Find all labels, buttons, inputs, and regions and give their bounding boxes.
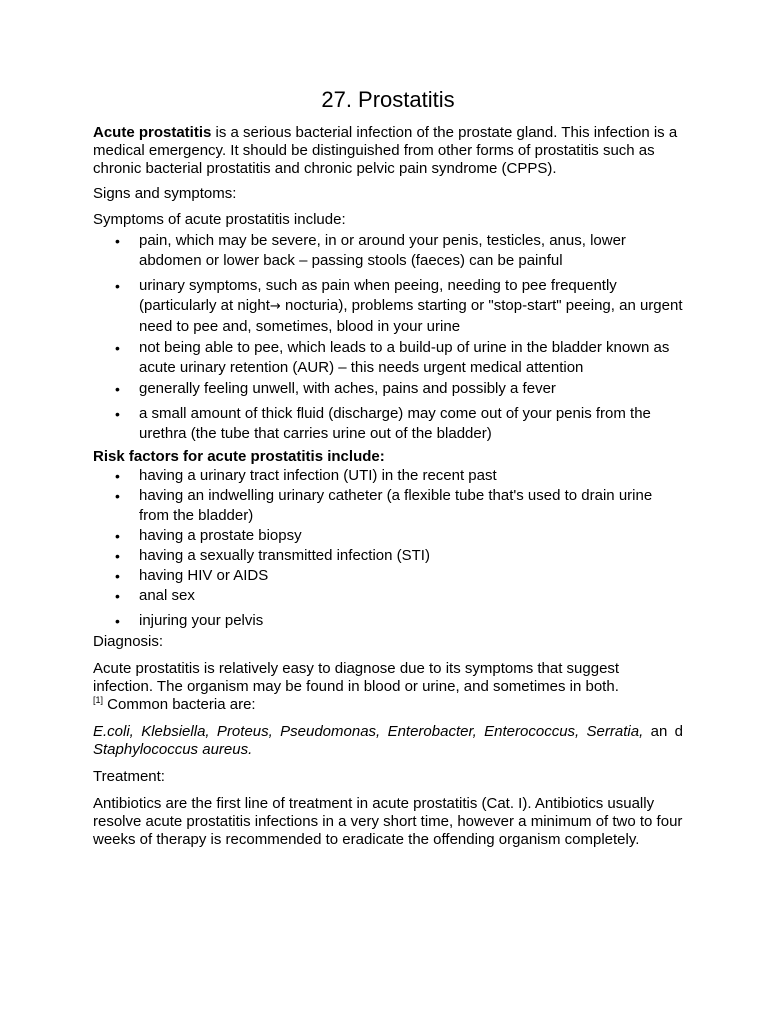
- bacteria-list: E.coli, Klebsiella, Proteus, Pseudomonas, Enterobacter, Enterococcus, Serratia,: [93, 723, 644, 740]
- list-item: [93, 486, 683, 526]
- list-item-text: pain, which may be severe, in or around your penis, testicles, anus, lower abdomen or lower back – passing stools (faeces) can be painful: [139, 232, 626, 269]
- bullet-icon: •: [115, 406, 120, 422]
- bullet-icon: •: [115, 613, 120, 629]
- list-item-text: urinary symptoms, such as pain when peeing, needing to pee frequently (particularly at night: [139, 277, 617, 314]
- list-item-text: having a sexually transmitted infection (STI): [139, 547, 430, 564]
- list-item: [93, 566, 683, 586]
- list-item: [93, 404, 683, 444]
- bacteria-paragraph: [93, 723, 683, 759]
- list-item: [93, 586, 683, 606]
- diagnosis-paragraph: [93, 660, 683, 714]
- intro-paragraph: [93, 124, 683, 178]
- list-item: [93, 526, 683, 546]
- symptoms-list: [93, 231, 683, 444]
- risk-factors-list: [93, 466, 683, 631]
- treatment-heading: Treatment:: [93, 768, 165, 785]
- list-item-text: having an indwelling urinary catheter (a flexible tube that's used to drain urine from the bladder): [139, 487, 653, 524]
- list-item: [93, 546, 683, 566]
- list-item: [93, 379, 683, 399]
- bullet-icon: •: [115, 340, 120, 356]
- bullet-icon: •: [115, 233, 120, 249]
- bullet-icon: •: [115, 278, 120, 294]
- bullet-icon: •: [115, 488, 120, 504]
- list-item: [93, 466, 683, 486]
- list-item-text: having HIV or AIDS: [139, 567, 269, 584]
- bullet-icon: •: [115, 468, 120, 484]
- list-item: [93, 276, 683, 337]
- bullet-icon: •: [115, 568, 120, 584]
- diagnosis-text: Acute prostatitis is relatively easy to diagnose due to its symptoms that suggest infection. The organism may be found in blood or urine, and sometimes in both.: [93, 660, 620, 695]
- citation-link[interactable]: [1]: [93, 695, 104, 705]
- risk-heading-text: Risk factors for acute prostatitis include:: [93, 448, 385, 465]
- list-item: [93, 611, 683, 631]
- bullet-icon: •: [115, 548, 120, 564]
- list-item-text: injuring your pelvis: [139, 612, 264, 629]
- list-item-text: not being able to pee, which leads to a build-up of urine in the bladder known as acute urinary retention (AUR) – this needs urgent medical attention: [139, 339, 670, 376]
- bullet-icon: •: [115, 588, 120, 604]
- list-item-text: a small amount of thick fluid (discharge) may come out of your penis from the urethra (the tube that carries urine out of the bladder): [139, 405, 651, 442]
- bacteria-joiner: an d: [643, 723, 683, 740]
- bacteria-last: Staphylococcus aureus.: [93, 741, 253, 758]
- page-title: 27. Prostatitis: [321, 87, 455, 112]
- list-item-text: anal sex: [139, 587, 195, 604]
- symptoms-intro: Symptoms of acute prostatitis include:: [93, 211, 346, 228]
- bullet-icon: •: [115, 381, 120, 397]
- list-item: [93, 231, 683, 271]
- arrow-right-icon: →: [269, 299, 281, 314]
- bullet-icon: •: [115, 528, 120, 544]
- diagnosis-tail: Common bacteria are:: [103, 696, 256, 713]
- risk-heading: [93, 448, 683, 466]
- list-item-text-continued: nocturia), problems starting or "stop-start" peeing, an urgent need to pee and, sometimes, blood in your urine: [139, 297, 683, 335]
- list-item: [93, 338, 683, 378]
- diagnosis-heading: Diagnosis:: [93, 633, 164, 650]
- list-item-text: generally feeling unwell, with aches, pains and possibly a fever: [139, 380, 556, 397]
- intro-text: is a serious bacterial infection of the prostate gland. This infection is a medical emergency. It should be distinguished from other forms of prostatitis such as chronic bacterial prostatitis and chronic pelvic pain syndrome (CPPS).: [93, 124, 678, 177]
- list-item-text: having a prostate biopsy: [139, 527, 302, 544]
- treatment-paragraph: Antibiotics are the first line of treatment in acute prostatitis (Cat. I). Antibiotics usually resolve acute prostatitis infections in a very short time, however a minimum of two to four weeks of therapy is recommended to eradicate the offending organism completely.: [93, 795, 683, 848]
- signs-heading: Signs and symptoms:: [93, 185, 237, 202]
- intro-term: Acute prostatitis: [93, 124, 212, 141]
- document-page: [93, 86, 683, 849]
- list-item-text: having a urinary tract infection (UTI) in the recent past: [139, 467, 497, 484]
